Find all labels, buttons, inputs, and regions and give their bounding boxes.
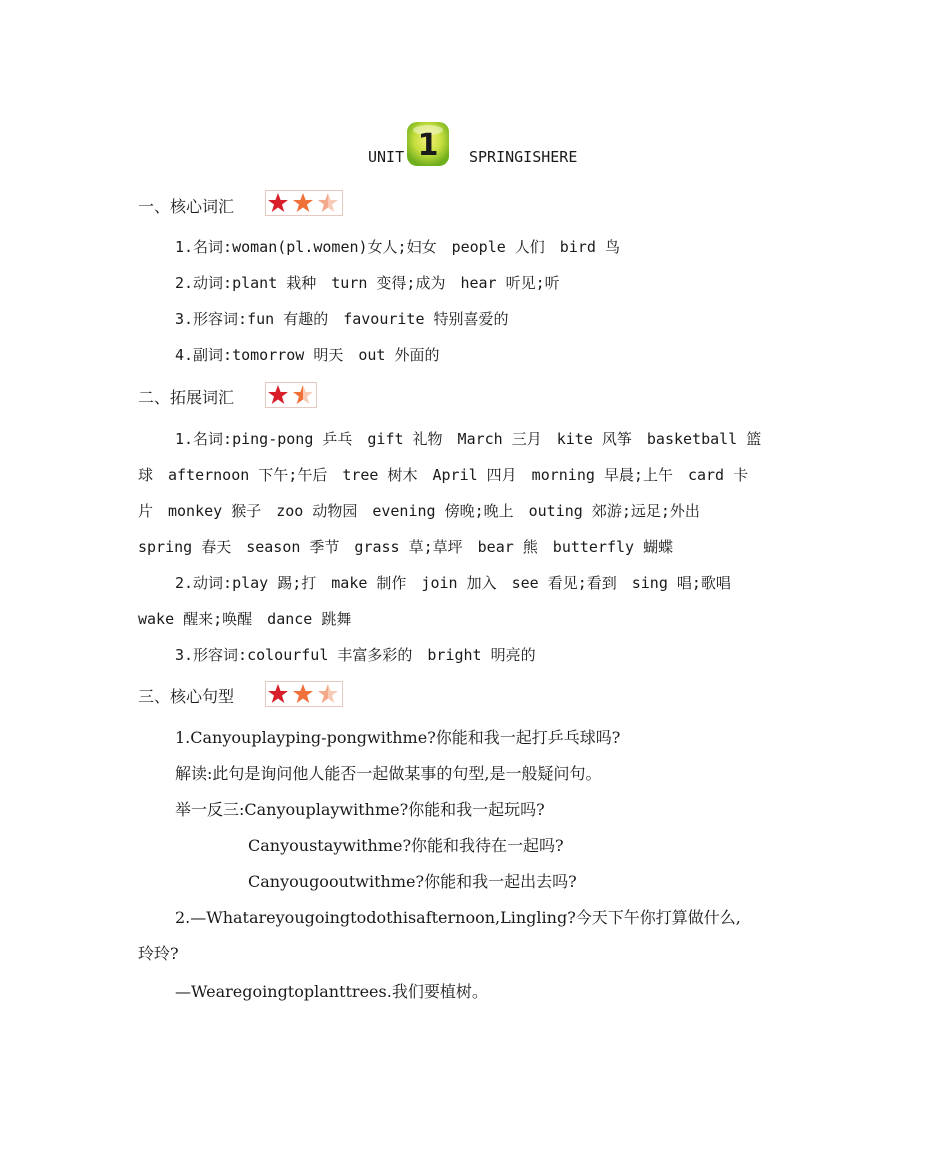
sentence-line: 玲玲? [138, 944, 179, 963]
sentence-line: —Wearegoingtoplanttrees.我们要植树。 [175, 982, 488, 1001]
vocab-line: 1.名词:woman(pl.women)女人;妇女 people 人们 bird 鸟 [175, 238, 620, 256]
rating-stars-icon [265, 681, 343, 707]
vocab-line: wake 醒来;唤醒 dance 跳舞 [138, 610, 352, 628]
sentence-line: Canyoustaywithme?你能和我待在一起吗? [248, 836, 564, 855]
sentence-line: Canyougooutwithme?你能和我一起出去吗? [248, 872, 577, 891]
unit-number-badge [404, 120, 452, 168]
section-heading-core-vocab: 一、核心词汇 [138, 197, 235, 216]
section-heading-core-sentences: 三、核心句型 [138, 687, 235, 706]
vocab-line: 3.形容词:colourful 丰富多彩的 bright 明亮的 [175, 646, 536, 664]
rating-stars-icon [265, 190, 343, 216]
sentence-line: 2.—Whatareyougoingtodothisafternoon,Lingling?今天下午你打算做什么, [175, 908, 741, 927]
vocab-line: spring 春天 season 季节 grass 草;草坪 bear 熊 butterfly 蝴蝶 [138, 538, 674, 556]
vocab-line: 3.形容词:fun 有趣的 favourite 特别喜爱的 [175, 310, 509, 328]
sentence-line: 举一反三:Canyouplaywithme?你能和我一起玩吗? [175, 800, 545, 819]
sentence-line: 1.Canyouplayping-pongwithme?你能和我一起打乒乓球吗? [175, 728, 621, 747]
vocab-line: 2.动词:play 踢;打 make 制作 join 加入 see 看见;看到 sing 唱;歌唱 [175, 574, 731, 592]
vocab-line: 球 afternoon 下午;午后 tree 树木 April 四月 morning 早晨;上午 card 卡 [138, 466, 749, 484]
unit-title [0, 118, 950, 174]
rating-stars-icon [265, 382, 317, 408]
vocab-line: 2.动词:plant 栽种 turn 变得;成为 hear 听见;听 [175, 274, 560, 292]
unit-label: UNIT [368, 148, 405, 166]
unit-name: SPRINGISHERE [469, 148, 578, 166]
sentence-line: 解读:此句是询问他人能否一起做某事的句型,是一般疑问句。 [175, 764, 602, 783]
unit-number: 1 [417, 128, 439, 163]
vocab-line: 4.副词:tomorrow 明天 out 外面的 [175, 346, 440, 364]
vocab-line: 1.名词:ping-pong 乒乓 gift 礼物 March 三月 kite 风筝 basketball 篮 [175, 430, 762, 448]
vocab-line: 片 monkey 猴子 zoo 动物园 evening 傍晚;晚上 outing 郊游;远足;外出 [138, 502, 700, 520]
section-heading-ext-vocab: 二、拓展词汇 [138, 388, 235, 407]
